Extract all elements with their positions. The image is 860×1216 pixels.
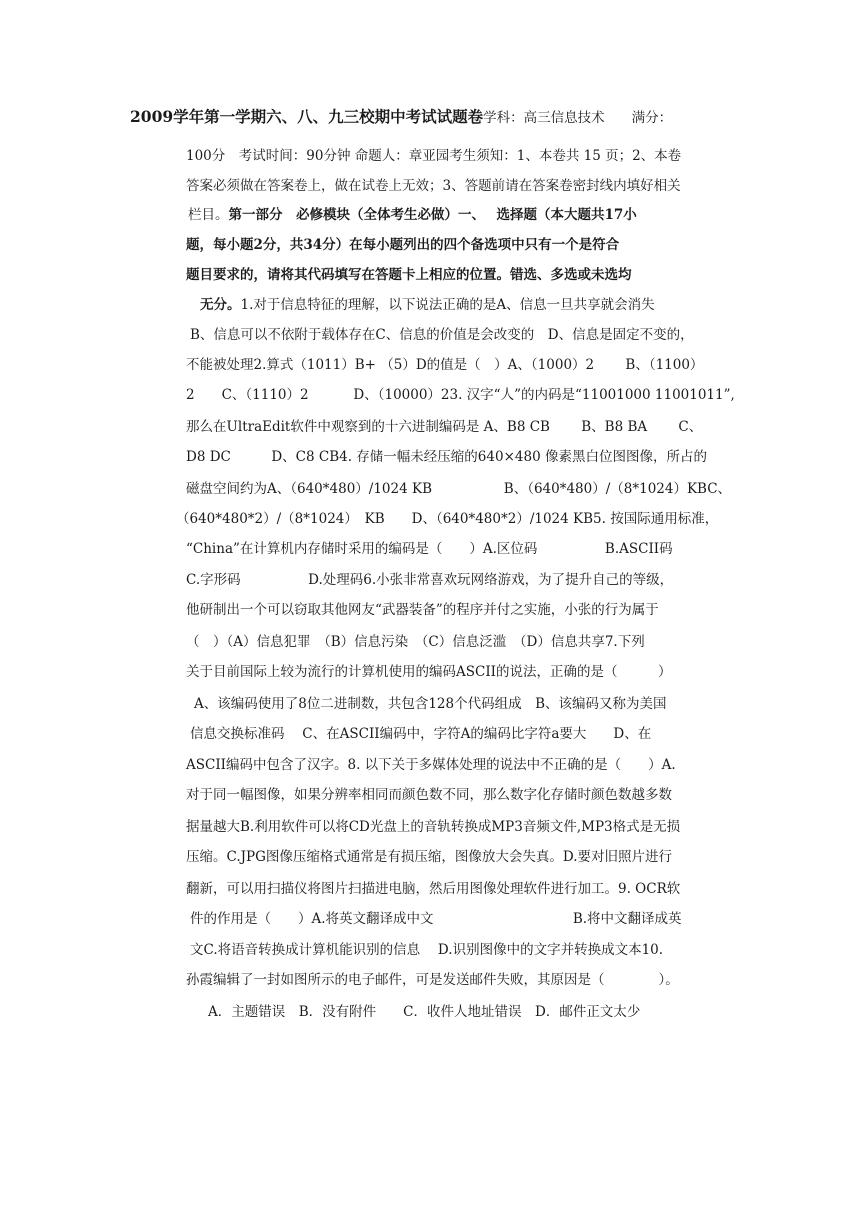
text-line: （640*480*2）/（8*1024） KB D、（640*480*2）/1024 KB5. 按国际通用标准， [176,511,719,527]
text-line: 翻新，可以用扫描仪将图片扫描进电脑，然后用图像处理软件进行加工。9. OCR软 [186,881,681,897]
instruction-end: 无分。 [200,297,241,313]
instruction-line: 题，每小题2分，共34分）在每小题列出的四个备选项中只有一个是符合 [186,237,620,253]
text-line: 文C.将语音转换成计算机能识别的信息 D.识别图像中的文字并转换成文本10. [190,942,664,958]
question-1: 1.对于信息特征的理解，以下说法正确的是A、信息一旦共享就会消失 [240,297,655,313]
text-line: 2 C、（1110）2 D、（10000）23. 汉字“人”的内码是“11001000 11001011”, [186,387,735,403]
text-line: 他研制出一个可以窃取其他网友“武器装备”的程序并付之实施，小张的行为属于 [186,602,659,618]
exam-subject-info: 学科：高三信息技术 满分： [483,110,673,126]
text-line: B、信息可以不依附于载体存在C、信息的价值是会改变的 D、信息是固定不变的， [190,327,694,343]
text-line: 不能被处理2.算式（1011）B+ （5）D的值是（ ）A、（1000）2 B、（1100） [186,357,704,373]
text-line: 孙霞编辑了一封如图所示的电子邮件，可是发送邮件失败，其原因是（ ）。 [186,972,679,988]
text-line: 信息交换标准码 C、在ASCII编码中，字符A的编码比字符a要大 D、在 [190,726,652,742]
text-line: D8 DC D、C8 CB4. 存储一幅未经压缩的640×480 像素黑白位图图像，所占的 [186,449,707,465]
text-line: 关于目前国际上较为流行的计算机使用的编码ASCII的说法，正确的是（ ） [186,664,672,680]
instruction-line: 题目要求的，请将其代码填写在答题卡上相应的位置。错选、多选或未选均 [186,267,632,283]
answer-options-line: A．主题错误 B．没有附件 C．收件人地址错误 D．邮件正文太少 [208,1004,641,1020]
text-line-q1 [200,295,655,315]
text-line: 据量越大B.利用软件可以将CD光盘上的音轨转换成MP3音频文件,MP3格式是无损 [186,819,681,835]
section-heading: 第一部分 必修模块（全体考生必做）一、 选择题（本大题共17小 [228,207,637,223]
text-line: 磁盘空间约为A、（640*480）/1024 KB B、（640*480）/（8*1024）KBC、 [186,481,732,497]
text-line: （ ）（A）信息犯罪 （B）信息污染 （C）信息泛滥 （D）信息共享7.下列 [186,634,645,650]
text-line: A、该编码使用了8位二进制数，共包含128个代码组成 B、该编码又称为美国 [194,696,667,712]
text-line: ASCII编码中包含了汉字。8. 以下关于多媒体处理的说法中不正确的是（ ）A. [186,757,676,773]
text-line: 压缩。C.JPG图像压缩格式通常是有损压缩，图像放大会失真。D.要对旧照片进行 [186,849,673,865]
text-segment: 栏目。 [188,207,229,223]
text-line: 对于同一幅图像，如果分辨率相同而颜色数不同，那么数字化存储时颜色数越多数 [186,787,672,803]
text-line: 答案必须做在答案卷上，做在试卷上无效；3、答题前请在答案卷密封线内填好相关 [186,178,681,194]
text-line: C.字形码 D.处理码6.小张非常喜欢玩网络游戏，为了提升自己的等级， [186,572,674,588]
text-line: 那么在UltraEdit软件中观察到的十六进制编码是 A、B8 CB B、B8 BA C、 [186,419,703,435]
text-line: 100分 考试时间：90分钟 命题人：章亚园考生须知：1、本卷共 15 页；2、本卷 [186,148,682,164]
text-line: 件的作用是（ ）A.将英文翻译成中文 B.将中文翻译成英 [190,911,682,927]
exam-title-line [130,107,672,127]
exam-title: 2009学年第一学期六、八、九三校期中考试试题卷 [130,107,484,126]
text-line-section [188,205,637,225]
text-line: “China”在计算机内存储时采用的编码是（ ）A.区位码 B.ASCII码 [186,541,673,557]
